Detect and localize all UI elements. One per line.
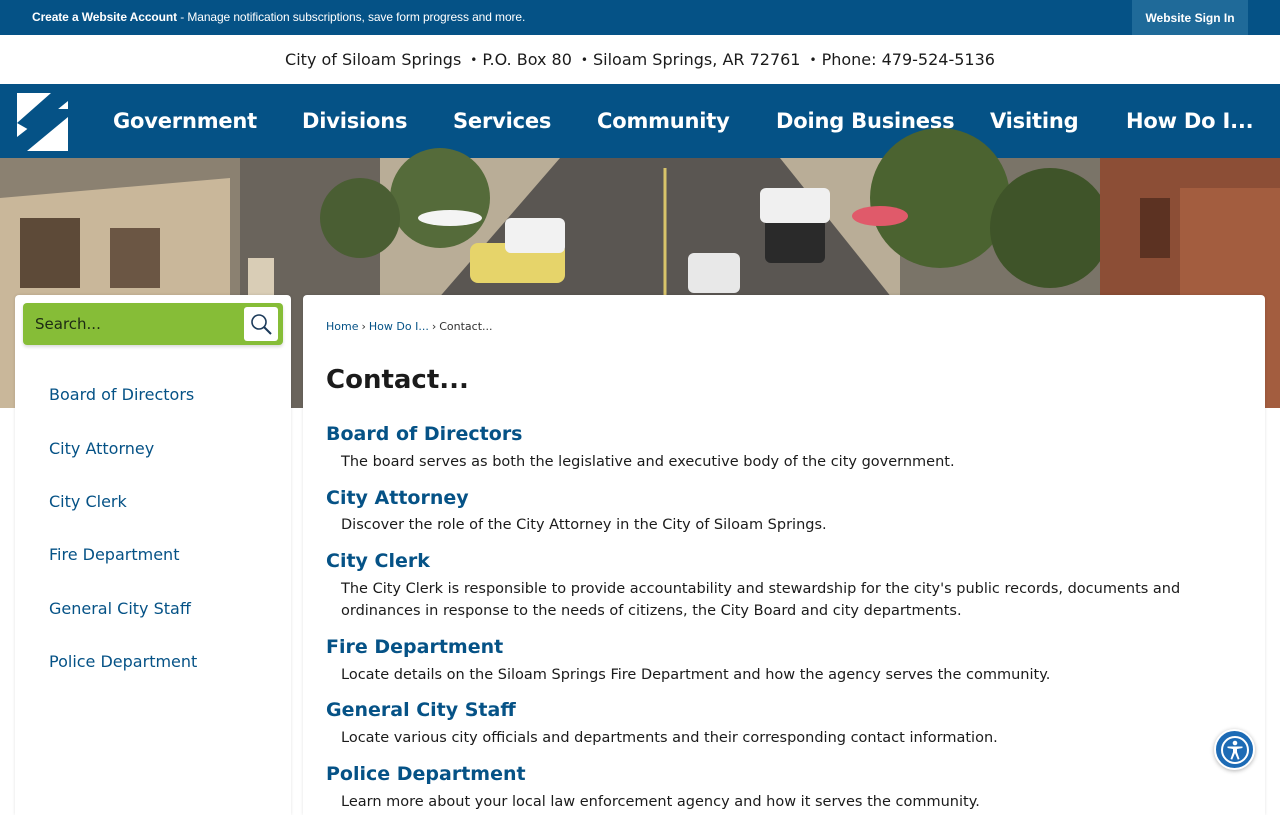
nav-community[interactable]: Community — [597, 109, 730, 133]
entry-description: The board serves as both the legislative and executive body of the city government. — [341, 454, 955, 470]
nav-visiting[interactable]: Visiting — [990, 109, 1079, 133]
search-icon — [249, 312, 273, 336]
sidebar-item-police-department[interactable]: Police Department — [49, 652, 198, 671]
entry-description: Locate various city officials and departments and their corresponding contact information. — [341, 730, 998, 746]
website-sign-in-button[interactable]: Website Sign In — [1132, 0, 1248, 35]
search-button[interactable] — [244, 307, 278, 341]
entry-title-city-attorney[interactable]: City Attorney — [326, 487, 469, 509]
phone-number[interactable]: Phone: 479-524-5136 — [821, 50, 995, 69]
nav-government[interactable]: Government — [113, 109, 258, 133]
create-account-message[interactable] — [32, 10, 525, 24]
entry-description: Discover the role of the City Attorney in the City of Siloam Springs. — [341, 517, 827, 533]
city-state-zip: Siloam Springs, AR 72761 — [592, 50, 801, 69]
search-box — [23, 303, 283, 345]
breadcrumb-home[interactable]: Home — [326, 320, 359, 333]
breadcrumb-current: Contact... — [439, 320, 493, 333]
nav-divisions[interactable]: Divisions — [302, 109, 408, 133]
entry-description: Learn more about your local law enforcement agency and how it serves the community. — [341, 794, 980, 810]
sidebar — [15, 295, 291, 815]
breadcrumb — [326, 320, 493, 333]
po-box: P.O. Box 80 — [482, 50, 572, 69]
entry-description: The City Clerk is responsible to provide accountability and stewardship for the city's public records, documents and ordinances in response to the needs of citizens, the City Board and city departments. — [341, 581, 1181, 619]
address-separator: • — [580, 52, 588, 67]
nav-services[interactable]: Services — [453, 109, 552, 133]
sidebar-item-city-clerk[interactable]: City Clerk — [49, 492, 127, 511]
sidebar-item-fire-department[interactable]: Fire Department — [49, 545, 180, 564]
nav-how-do-i[interactable]: How Do I... — [1126, 109, 1254, 133]
page-title: Contact... — [326, 365, 469, 395]
nav-doing-business[interactable]: Doing Business — [776, 109, 955, 133]
address-separator: • — [809, 52, 817, 67]
city-name: City of Siloam Springs — [285, 50, 462, 69]
entry-title-board-of-directors[interactable]: Board of Directors — [326, 423, 523, 445]
breadcrumb-how-do-i[interactable]: How Do I... — [368, 320, 429, 333]
sidebar-item-general-city-staff[interactable]: General City Staff — [49, 599, 191, 618]
main-navigation — [0, 84, 1280, 158]
entry-description: Locate details on the Siloam Springs Fire Department and how the agency serves the community. — [341, 667, 1051, 683]
create-account-description: - Manage notification subscriptions, save form progress and more. — [176, 10, 526, 24]
entry-title-general-city-staff[interactable]: General City Staff — [326, 699, 516, 721]
create-account-link[interactable]: Create a Website Account — [32, 10, 177, 24]
account-bar — [0, 0, 1280, 35]
sidebar-item-board-of-directors[interactable]: Board of Directors — [49, 385, 195, 404]
breadcrumb-separator: › — [361, 320, 366, 333]
sidebar-item-city-attorney[interactable]: City Attorney — [49, 439, 155, 458]
breadcrumb-separator: › — [431, 320, 437, 333]
main-content — [303, 295, 1265, 815]
address-bar — [0, 35, 1280, 84]
accessibility-icon — [1220, 735, 1250, 765]
entry-title-fire-department[interactable]: Fire Department — [326, 636, 504, 658]
accessibility-button[interactable] — [1214, 729, 1255, 770]
entry-title-city-clerk[interactable]: City Clerk — [326, 550, 430, 572]
city-s-logo-icon[interactable] — [17, 93, 68, 151]
entry-title-police-department[interactable]: Police Department — [326, 763, 526, 785]
address-separator: • — [470, 52, 478, 67]
search-input[interactable] — [35, 309, 235, 339]
